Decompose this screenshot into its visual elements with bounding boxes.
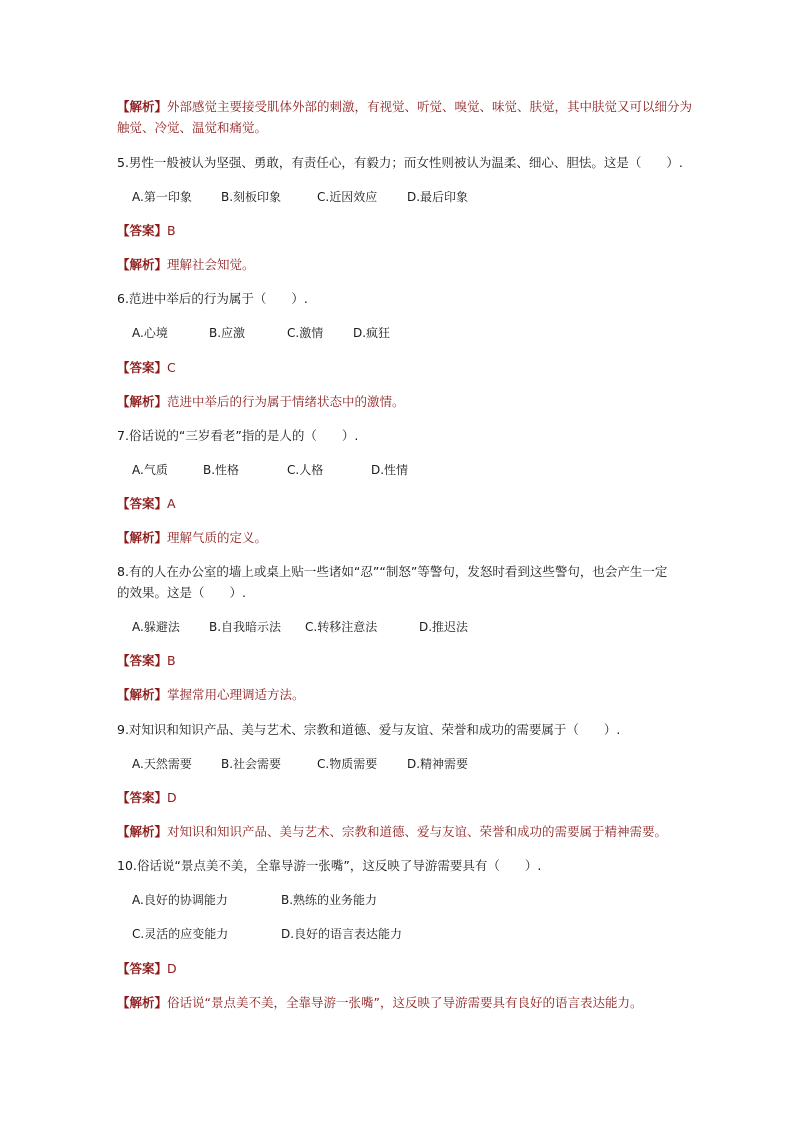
q9-answer: 【答案】D bbox=[117, 790, 177, 805]
q4-analysis: 【解析】外部感觉主要接受肌体外部的刺激，有视觉、听觉、嗅觉、味觉、肤觉，其中肤觉又可以细分为 bbox=[117, 99, 693, 114]
q10-option-a: A.良好的协调能力 bbox=[132, 893, 228, 907]
q10-option-b: B.熟练的业务能力 bbox=[281, 893, 378, 907]
q6-stem: 6.范进中举后的行为属于（ ）. bbox=[117, 291, 308, 306]
q9-analysis: 【解析】对知识和知识产品、美与艺术、宗教和道德、爱与友谊、荣誉和成功的需要属于精神需要。 bbox=[117, 824, 668, 839]
q6-answer: 【答案】C bbox=[117, 360, 176, 375]
q5-option-c: C.近因效应 bbox=[317, 190, 378, 204]
q7-option-c: C.人格 bbox=[287, 463, 324, 477]
q8-option-a: A.躲避法 bbox=[132, 620, 180, 634]
q6-option-c: C.激情 bbox=[287, 326, 324, 340]
q8-option-b: B.自我暗示法 bbox=[209, 620, 282, 634]
q8-analysis: 【解析】掌握常用心理调适方法。 bbox=[117, 687, 305, 702]
q5-stem: 5.男性一般被认为坚强、勇敢，有责任心，有毅力；而女性则被认为温柔、细心、胆怯。这是（ ）. bbox=[117, 155, 683, 170]
q8-stem: 8.有的人在办公室的墙上或桌上贴一些诸如“忍”“制怒”等警句，发怒时看到这些警句，也会产生一定 bbox=[117, 564, 668, 579]
q7-analysis: 【解析】理解气质的定义。 bbox=[117, 530, 268, 545]
q10-option-d: D.良好的语言表达能力 bbox=[281, 927, 403, 941]
q7-option-d: D.性情 bbox=[371, 463, 409, 477]
q9-option-d: D.精神需要 bbox=[407, 757, 469, 771]
q9-option-b: B.社会需要 bbox=[221, 757, 282, 771]
q6-option-b: B.应激 bbox=[209, 326, 246, 340]
q5-analysis: 【解析】理解社会知觉。 bbox=[117, 257, 255, 272]
q10-option-c: C.灵活的应变能力 bbox=[132, 927, 229, 941]
q8-answer: 【答案】B bbox=[117, 653, 176, 668]
q7-option-b: B.性格 bbox=[203, 463, 240, 477]
q9-stem: 9.对知识和知识产品、美与艺术、宗教和道德、爱与友谊、荣誉和成功的需要属于（ ）. bbox=[117, 722, 621, 737]
q7-stem: 7.俗话说的“三岁看老”指的是人的（ ）. bbox=[117, 428, 359, 443]
q4-analysis-cont: 触觉、冷觉、温觉和痛觉。 bbox=[117, 120, 268, 135]
q7-option-a: A.气质 bbox=[132, 463, 168, 477]
q9-option-c: C.物质需要 bbox=[317, 757, 378, 771]
q7-answer: 【答案】A bbox=[117, 496, 176, 511]
q10-answer: 【答案】D bbox=[117, 961, 177, 976]
q6-option-a: A.心境 bbox=[132, 326, 168, 340]
q6-analysis: 【解析】范进中举后的行为属于情绪状态中的激情。 bbox=[117, 394, 405, 409]
q9-option-a: A.天然需要 bbox=[132, 757, 192, 771]
q5-option-b: B.刻板印象 bbox=[221, 190, 282, 204]
q5-option-d: D.最后印象 bbox=[407, 190, 469, 204]
q5-option-a: A.第一印象 bbox=[132, 190, 192, 204]
q10-stem: 10.俗话说“景点美不美，全靠导游一张嘴”，这反映了导游需要具有（ ）. bbox=[117, 858, 542, 873]
q5-answer: 【答案】B bbox=[117, 223, 176, 238]
q8-stem-cont: 的效果。这是（ ）. bbox=[117, 585, 246, 600]
q8-option-d: D.推迟法 bbox=[419, 620, 469, 634]
q8-option-c: C.转移注意法 bbox=[305, 620, 378, 634]
q6-option-d: D.疯狂 bbox=[353, 326, 391, 340]
q10-analysis: 【解析】俗话说“景点美不美，全靠导游一张嘴”，这反映了导游需要具有良好的语言表达能力。 bbox=[117, 995, 643, 1010]
